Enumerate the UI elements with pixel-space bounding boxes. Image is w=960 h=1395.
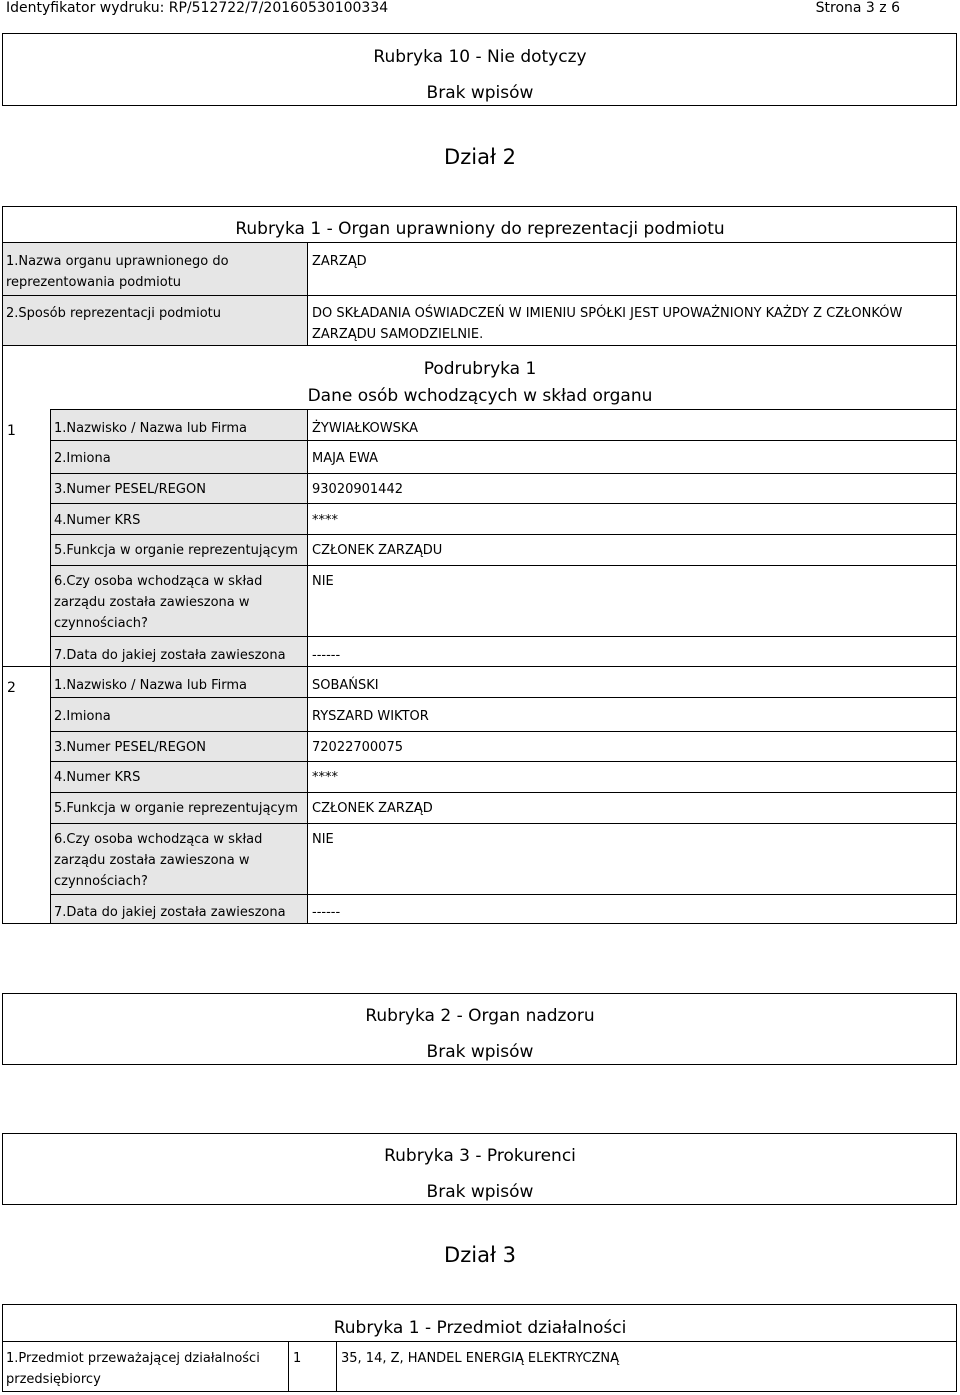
suspended-label: 6.Czy osoba wchodząca w skład zarządu została zawieszona w czynnościach?	[54, 832, 263, 889]
divider	[2, 295, 957, 296]
divider	[288, 1341, 289, 1392]
page-number: Strona 3 z 6	[815, 0, 900, 16]
dzial3-rubryka1-title: Rubryka 1 - Przedmiot działalności	[333, 1318, 627, 1338]
krs-value: ****	[312, 513, 338, 528]
names-label: 2.Imiona	[54, 451, 111, 466]
rubryka10-title: Rubryka 10 - Nie dotyczy	[373, 47, 587, 67]
podrubryka-title: Podrubryka 1	[423, 359, 537, 379]
main-activity-value: 35, 14, Z, HANDEL ENERGIĄ ELEKTRYCZNĄ	[341, 1351, 620, 1366]
activity-row-number: 1	[293, 1351, 302, 1366]
suspended-label: 6.Czy osoba wchodząca w skład zarządu została zawieszona w czynnościach?	[54, 574, 263, 631]
suspended-until-value: ------	[312, 905, 341, 920]
person-number: 2	[7, 680, 16, 696]
rubryka2-empty: Brak wpisów	[426, 1042, 534, 1062]
divider	[50, 823, 957, 824]
rubryka2-title: Rubryka 2 - Organ nadzoru	[365, 1006, 595, 1026]
divider	[50, 636, 957, 637]
function-label: 5.Funkcja w organie reprezentującym	[54, 543, 298, 558]
divider	[50, 534, 957, 535]
names-label: 2.Imiona	[54, 709, 111, 724]
podrubryka-subtitle: Dane osób wchodzących w skład organu	[307, 386, 653, 406]
dzial3-title: Dział 3	[444, 1243, 516, 1267]
krs-label: 4.Numer KRS	[54, 770, 141, 785]
surname-label: 1.Nazwisko / Nazwa lub Firma	[54, 678, 247, 693]
surname-value: SOBAŃSKI	[312, 678, 379, 693]
main-activity-label: 1.Przedmiot przeważającej działalności przedsiębiorcy	[6, 1351, 260, 1387]
suspended-until-value: ------	[312, 648, 341, 663]
suspended-value: NIE	[312, 832, 334, 847]
divider	[50, 440, 957, 441]
divider	[50, 792, 957, 793]
divider	[50, 731, 957, 732]
divider	[50, 565, 957, 566]
function-value: CZŁONEK ZARZĄDU	[312, 543, 443, 558]
names-value: MAJA EWA	[312, 451, 378, 466]
person-number: 1	[7, 423, 16, 439]
suspended-value: NIE	[312, 574, 334, 589]
organ-name-label: 1.Nazwa organu uprawnionego do reprezentowania podmiotu	[6, 254, 229, 290]
divider	[2, 1341, 957, 1342]
pesel-label: 3.Numer PESEL/REGON	[54, 740, 206, 755]
divider	[50, 894, 957, 895]
rubryka3-empty: Brak wpisów	[426, 1182, 534, 1202]
rubryka10-empty: Brak wpisów	[426, 83, 534, 103]
representation-label: 2.Sposób reprezentacji podmiotu	[6, 306, 221, 321]
pesel-value: 93020901442	[312, 482, 403, 497]
rubryka1-title: Rubryka 1 - Organ uprawniony do reprezentacji podmiotu	[235, 219, 725, 239]
names-value: RYSZARD WIKTOR	[312, 709, 429, 724]
divider	[50, 697, 957, 698]
divider	[336, 1341, 337, 1392]
suspended-until-label: 7.Data do jakiej została zawieszona	[54, 648, 286, 663]
divider	[307, 242, 308, 345]
divider	[50, 503, 957, 504]
function-label: 5.Funkcja w organie reprezentującym	[54, 801, 298, 816]
krs-value: ****	[312, 770, 338, 785]
suspended-until-label: 7.Data do jakiej została zawieszona	[54, 905, 286, 920]
rubryka3-title: Rubryka 3 - Prokurenci	[384, 1146, 576, 1166]
dzial2-title: Dział 2	[444, 145, 516, 169]
pesel-value: 72022700075	[312, 740, 403, 755]
krs-label: 4.Numer KRS	[54, 513, 141, 528]
function-value: CZŁONEK ZARZĄD	[312, 801, 433, 816]
divider	[2, 242, 957, 243]
print-identifier: Identyfikator wydruku: RP/512722/7/20160530100334	[6, 0, 389, 16]
divider	[307, 410, 308, 666]
divider	[50, 473, 957, 474]
organ-name-value: ZARZĄD	[312, 254, 367, 269]
pesel-label: 3.Numer PESEL/REGON	[54, 482, 206, 497]
surname-label: 1.Nazwisko / Nazwa lub Firma	[54, 421, 247, 436]
divider	[50, 761, 957, 762]
divider	[307, 667, 308, 924]
representation-value: DO SKŁADANIA OŚWIADCZEŃ W IMIENIU SPÓŁKI JEST UPOWAŻNIONY KAŻDY Z CZŁONKÓW ZARZĄDU SAMODZIELNIE.	[312, 306, 903, 342]
divider	[2, 345, 957, 346]
surname-value: ŻYWIAŁKOWSKA	[312, 421, 419, 436]
